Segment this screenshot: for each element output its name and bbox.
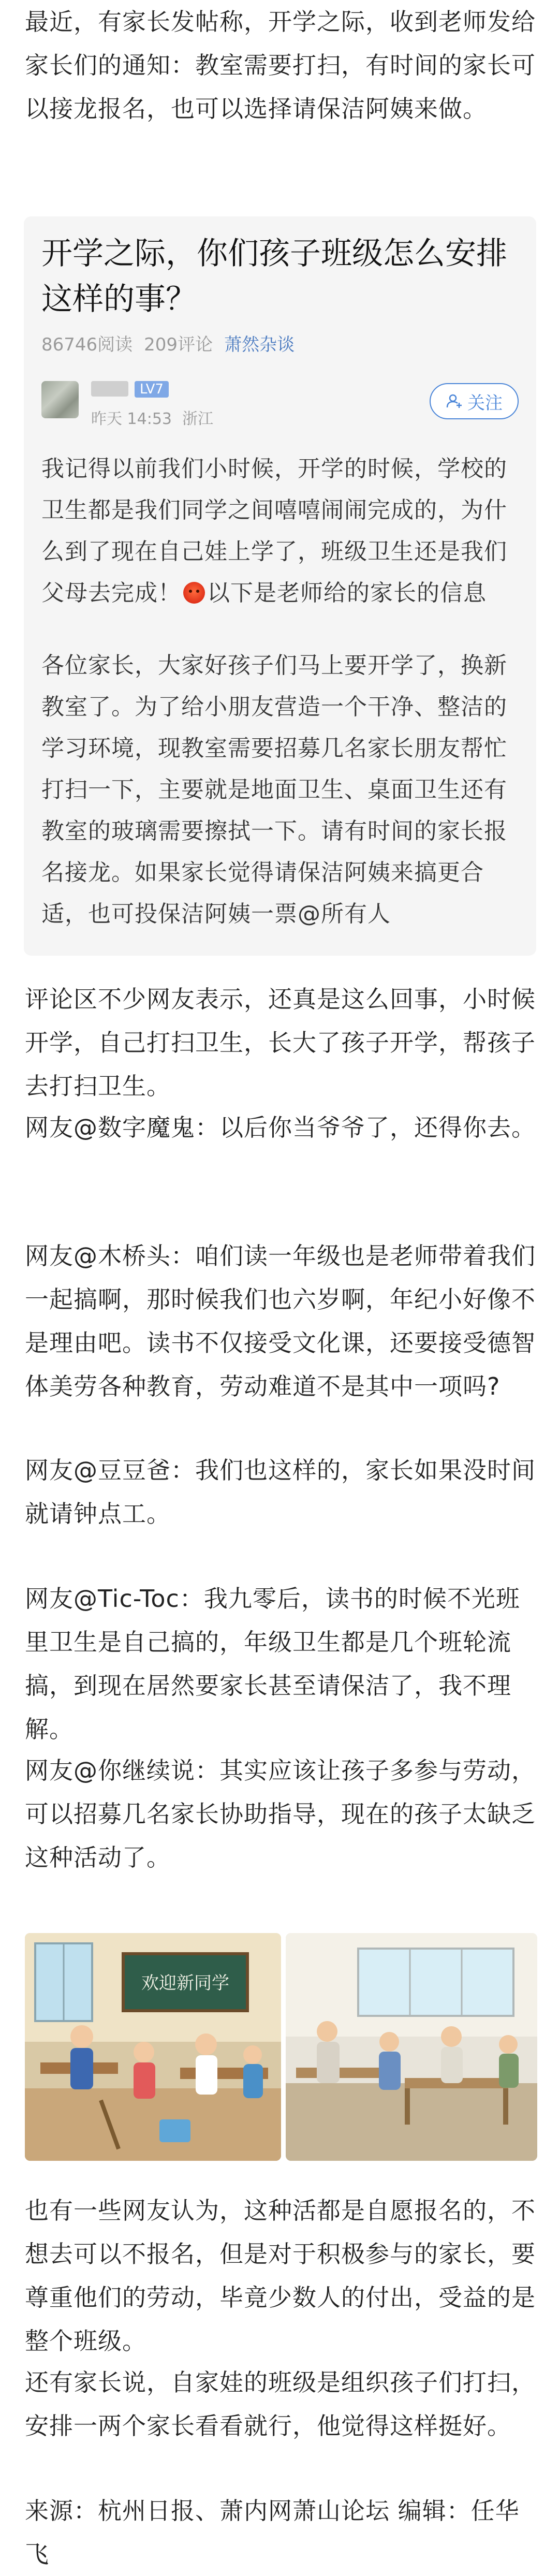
- netizen-comment-2: 网友@木桥头：咱们读一年级也是老师带着我们一起搞啊，那时候我们也六岁啊，年纪小好像不是理由吧。读书不仅接受文化课，还要接受德智体美劳各种教育，劳动难道不是其中一项吗?: [25, 1242, 536, 1400]
- classroom-illustration-left: [25, 1933, 281, 2161]
- post-timestamp: 昨天 14:53: [91, 410, 172, 428]
- add-user-icon: [446, 392, 463, 410]
- post-body-first: [41, 448, 523, 614]
- forum-link[interactable]: 萧然杂谈: [224, 334, 295, 355]
- angry-face-icon: [183, 582, 205, 604]
- netizen-comment-3: 网友@豆豆爸：我们也这样的，家长如果没时间就请钟点工。: [25, 1456, 536, 1528]
- netizen-comment-4: 网友@Tic-Toc：我九零后，读书的时候不光班里卫生是自己搞的，年级卫生都是几个班轮流搞，到现在居然要家长甚至请保洁了，我不理解。: [25, 1585, 520, 1743]
- embedded-forum-post[interactable]: [24, 216, 536, 956]
- intro-paragraph: 最近，有家长发帖称，开学之际，收到老师发给家长们的通知：教室需要打扫，有时间的家长可以接龙报名，也可以选择请保洁阿姨来做。: [25, 8, 536, 123]
- blackboard-text: 欢迎新同学: [141, 1973, 229, 1994]
- username-redacted[interactable]: [91, 381, 128, 397]
- classroom-cleaning-image-right[interactable]: [286, 1933, 537, 2161]
- follow-button[interactable]: [430, 383, 519, 419]
- post-body-text: 我记得以前我们小时候，开学的时候，学校的卫生都是我们同学之间嘻嘻闹闹完成的，为什么到了现在自己娃上学了，班级卫生还是我们父母去完成！: [41, 456, 507, 606]
- parent-comment-paragraph: 还有家长说，自家娃的班级是组织孩子们打扫，安排一两个家长看看就行，他觉得这样挺好。: [25, 2368, 536, 2440]
- classroom-cleaning-image-left[interactable]: [25, 1933, 281, 2161]
- teacher-notice-text: 各位家长，大家好孩子们马上要开学了，换新教室了。为了给小朋友营造一个干净、整洁的学习环境，现教室需要招募几名家长朋友帮忙打扫一下，主要就是地面卫生、桌面卫生还有教室的玻璃需要擦拭一下。请有时间的家长报名接龙。如果家长觉得请保洁阿姨来搞更合适，也可投保洁阿姨一票@所有人: [41, 652, 507, 927]
- follow-button-label: 关注: [467, 392, 503, 414]
- read-count: 86746阅读: [41, 334, 133, 355]
- classroom-illustration-right: [286, 1933, 537, 2161]
- post-title: 开学之际，你们孩子班级怎么安排这样的事？: [41, 236, 507, 317]
- avatar[interactable]: [41, 381, 79, 418]
- post-body-text-cont: 以下是老师给的家长的信息: [207, 580, 487, 606]
- opinion-paragraph: 也有一些网友认为，这种活都是自愿报名的，不想去可以不报名，但是对于积极参与的家长，要尊重他们的劳动，毕竟少数人的付出，受益的是整个班级。: [25, 2197, 536, 2355]
- source-credit: 来源：杭州日报、萧内网萧山论坛 编辑：任华飞: [25, 2497, 520, 2568]
- user-level-badge: LV7: [135, 381, 169, 398]
- comment-summary-paragraph: 评论区不少网友表示，还真是这么回事，小时候开学，自己打扫卫生，长大了孩子开学，帮孩子去打扫卫生。: [25, 985, 536, 1100]
- netizen-comment-5: 网友@你继续说：其实应该让孩子多参与劳动，可以招募几名家长协助指导，现在的孩子太缺乏这种活动了。: [25, 1757, 536, 1871]
- post-time: [91, 406, 213, 429]
- post-location: 浙江: [182, 410, 213, 428]
- netizen-comment-1: 网友@数字魔鬼：以后你当爷爷了，还得你去。: [25, 1114, 536, 1141]
- comment-count: 209评论: [144, 334, 213, 355]
- post-meta: [41, 330, 295, 356]
